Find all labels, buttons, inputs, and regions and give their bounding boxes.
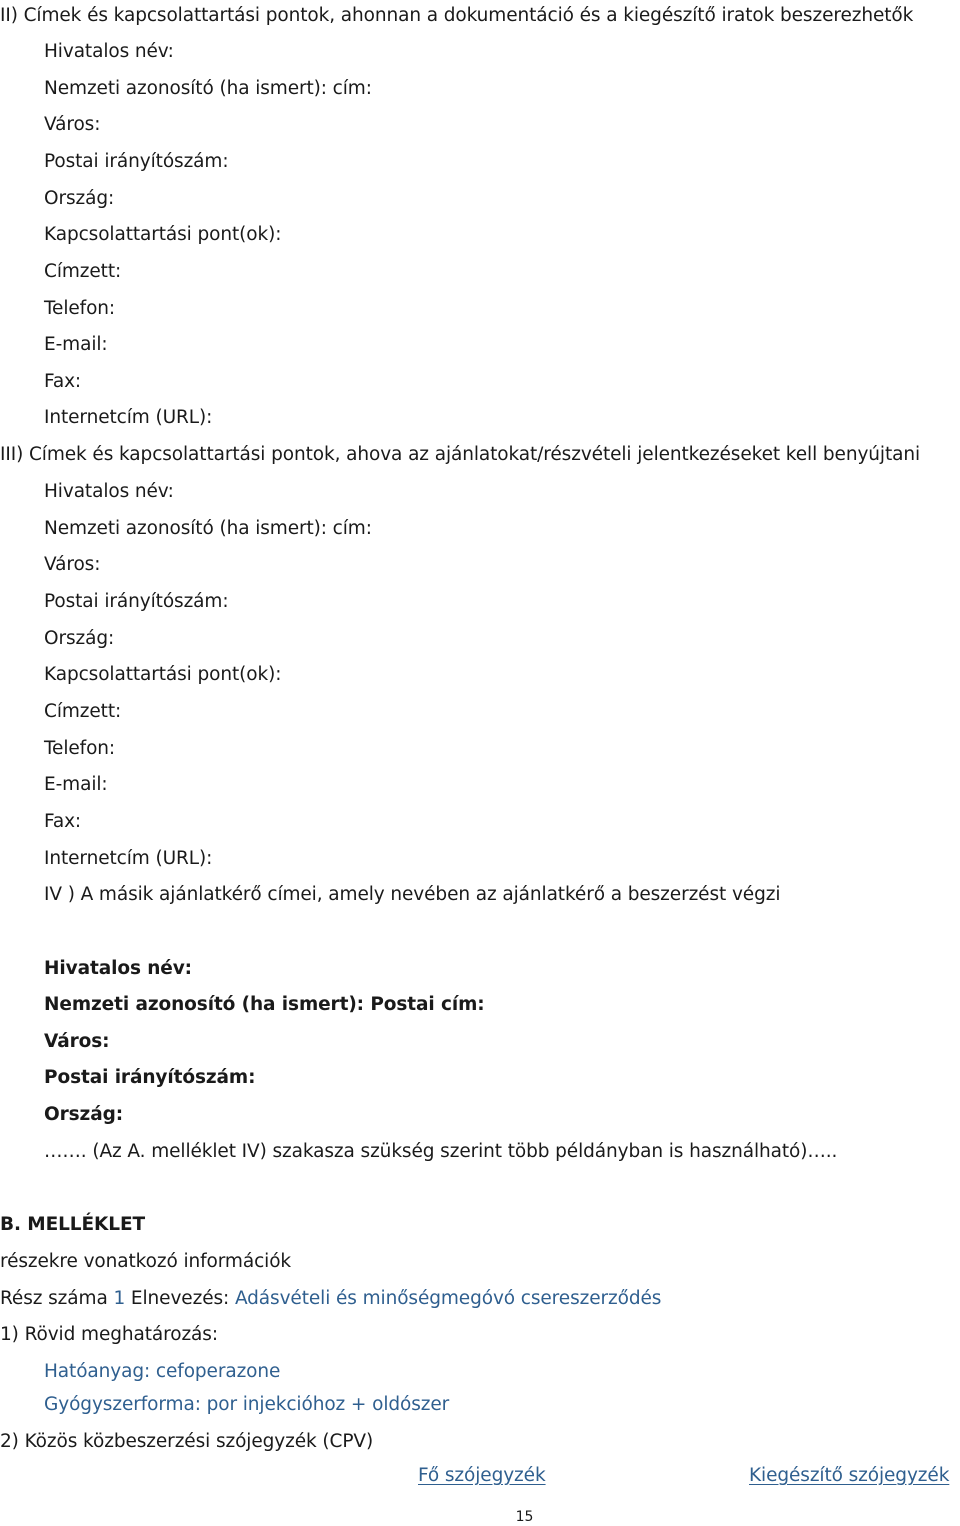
- field-url: Internetcím (URL):: [44, 407, 213, 428]
- field-city: Város:: [44, 554, 101, 575]
- field-country: Ország:: [44, 628, 115, 649]
- section-iv-note: ……. (Az A. melléklet IV) szakasza szükség szerint több példányban is használható)…..: [44, 1141, 838, 1162]
- field-city: Város:: [44, 1031, 110, 1052]
- field-fax: Fax:: [44, 811, 82, 832]
- field-email: E-mail:: [44, 774, 108, 795]
- field-official-name: Hivatalos név:: [44, 41, 174, 62]
- field-email: E-mail:: [44, 334, 108, 355]
- part-number-value: 1: [113, 1288, 126, 1309]
- field-postal-code: Postai irányítószám:: [44, 1067, 256, 1088]
- dosage-form: Gyógyszerforma: por injekcióhoz + oldószer: [44, 1394, 450, 1415]
- field-national-id-address: Nemzeti azonosító (ha ismert): cím:: [44, 78, 372, 99]
- part-name-value: Adásvételi és minőségmegóvó csereszerződés: [234, 1288, 662, 1309]
- field-official-name: Hivatalos név:: [44, 958, 192, 979]
- field-fax: Fax:: [44, 371, 82, 392]
- field-telephone: Telefon:: [44, 738, 116, 759]
- field-country: Ország:: [44, 188, 115, 209]
- annex-b-title: B. MELLÉKLET: [0, 1214, 146, 1235]
- field-official-name: Hivatalos név:: [44, 481, 174, 502]
- main-vocabulary-link[interactable]: Fő szójegyzék: [418, 1465, 546, 1486]
- annex-b-subtitle: részekre vonatkozó információk: [0, 1251, 292, 1272]
- part-info-line: [0, 1287, 661, 1311]
- field-national-id-postal-address: Nemzeti azonosító (ha ismert): Postai cím:: [44, 994, 485, 1015]
- field-contact-points: Kapcsolattartási pont(ok):: [44, 224, 282, 245]
- field-city: Város:: [44, 114, 101, 135]
- field-contact-points: Kapcsolattartási pont(ok):: [44, 664, 282, 685]
- field-url: Internetcím (URL):: [44, 848, 213, 869]
- part-number-label: Rész száma: [0, 1288, 108, 1309]
- section-ii-heading: II) Címek és kapcsolattartási pontok, ahonnan a dokumentáció és a kiegészítő iratok beszerezhetők: [0, 5, 914, 26]
- active-ingredient: Hatóanyag: cefoperazone: [44, 1361, 281, 1382]
- section-iv-heading: IV ) A másik ajánlatkérő címei, amely nevében az ajánlatkérő a beszerzést végzi: [44, 884, 781, 905]
- part-name-label: Elnevezés:: [130, 1288, 230, 1309]
- field-addressee: Címzett:: [44, 701, 122, 722]
- page-number: 15: [515, 1509, 534, 1525]
- field-country: Ország:: [44, 1104, 124, 1125]
- field-postal-code: Postai irányítószám:: [44, 151, 229, 172]
- field-addressee: Címzett:: [44, 261, 122, 282]
- field-national-id-address: Nemzeti azonosító (ha ismert): cím:: [44, 518, 372, 539]
- supplementary-vocabulary-link[interactable]: Kiegészítő szójegyzék: [749, 1465, 950, 1486]
- short-description-label: 1) Rövid meghatározás:: [0, 1324, 218, 1345]
- field-telephone: Telefon:: [44, 298, 116, 319]
- section-iii-heading: III) Címek és kapcsolattartási pontok, ahova az ajánlatokat/részvételi jelentkezéseket kell benyújtani: [0, 444, 921, 465]
- field-postal-code: Postai irányítószám:: [44, 591, 229, 612]
- cpv-label: 2) Közös közbeszerzési szójegyzék (CPV): [0, 1431, 374, 1452]
